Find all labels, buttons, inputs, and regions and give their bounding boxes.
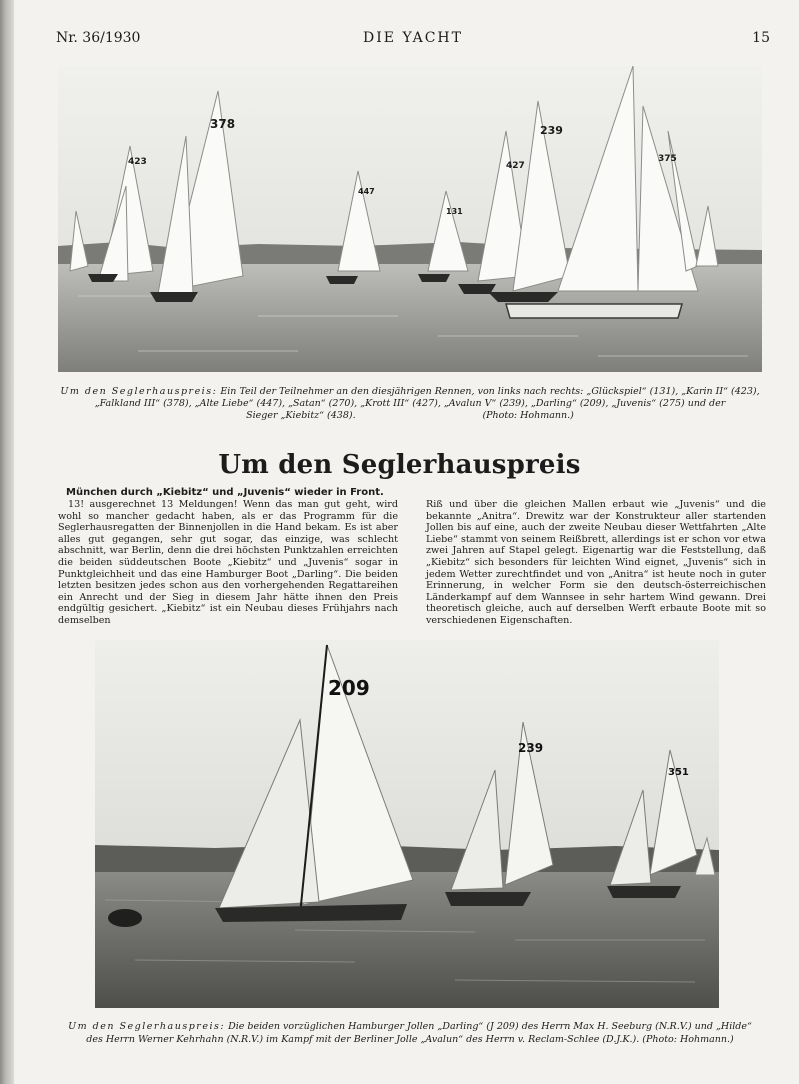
sail-number: 209 [328,676,370,700]
article-subtitle: München durch „Kiebitz“ und „Juvenis“ wieder in Front. [66,487,384,498]
sail-number: 239 [518,741,544,755]
magazine-title: DIE YACHT [363,30,463,46]
top-photo-caption [60,386,760,422]
article-title: Um den Seglerhauspreis [218,450,581,480]
sail-number: 423 [128,157,147,167]
article-column-2 [426,499,766,627]
caption-text: Die beiden vorzüglichen Hamburger Jollen „Darling“ (J 209) des Herrn Max H. Seeburg (N.R.V.) und „Hilde“ des Herrn Werner Kehrhahn (N.R.V.) im Kampf mit der Berliner Jolle „Avalun“ des Herrn v. Reclam-Schlee (D.J.K.). (Photo: Hohmann.) [86,1021,752,1045]
binding-spine [0,0,14,1084]
page-header [56,30,770,50]
caption-line: „Falkland III“ (378), „Alte Liebe“ (447), „Satan“ (270), „Krott III“ (427), „Avalun V“ (239), „Darling“ (209), „Juvenis“ (275) und der [94,398,726,409]
paragraph: 13! ausgerechnet 13 Meldungen! Wenn das man gut geht, wird wohl so mancher gedacht haben, als er das Programm für die Seglerhausregatten der Binnenjollen in die Hand bekam. Es ist aber alles gut gegangen, sehr gut sogar, das einzige, was schlecht abschnitt, war Berlin, denn die drei höchsten Punktzahlen erreichten die beiden süddeutschen Boote „Kiebitz“ und „Juvenis“ sogar in Punktgleichheit und das eine Hamburger Boot „Darling“. Die beiden letzten besitzen jedes schon aus den vorhergehenden Regattareihen ein Anrecht und der Sieg in diesem Jahr hätte ihnen den Preis endgültig gesichert. „Kiebitz“ ist ein Neubau dieses Frühjahrs nach demselben [58,499,398,626]
page-number: 15 [752,30,770,46]
sail-number: 447 [358,187,375,196]
sail-number: 427 [506,161,525,171]
photo-credit: (Photo: Hohmann.) [482,410,574,421]
issue-number: Nr. 36/1930 [56,30,141,46]
caption-lead: Um den Seglerhauspreis: [68,1021,226,1032]
regatta-photo-bottom [95,640,719,1008]
sail-number: 131 [446,207,463,216]
caption-line: Sieger „Kiebitz“ (438). [246,410,356,421]
article-column-1 [58,499,398,627]
bottom-photo-caption [60,1020,760,1046]
sail-number: 378 [210,117,236,131]
sail-number: 375 [658,154,677,164]
paragraph: Riß und über die gleichen Mallen erbaut wie „Juvenis“ und die bekannte „Anitra“. Drewitz war der Konstrukteur aller startenden Jollen bis auf eine, auch der zweite Neubau dieser Wettfahrten „Alte Liebe“ stammt von seinem Reißbrett, allerdings ist er schon vor etwa zwei Jahren auf Stapel gelegt. Eigenartig war die Feststellung, daß „Kiebitz“ sich besonders für leichten Wind eignet, „Juvenis“ sich in jedem Wetter zurechtfindet und von „Anitra“ ist heute noch in guter Erinnerung, in welcher Form sie den deutsch-österreichischen Länderkampf auf dem Wannsee in sehr hartem Wind gewann. Drei theoretisch gleiche, auch auf derselben Werft erbaute Boote mit so verschiedenen Eigenschaften. [426,499,766,626]
sail-number: 239 [540,124,563,137]
caption-lead: Um den Seglerhauspreis: [60,386,218,397]
regatta-photo-top [58,66,762,372]
caption-line: Ein Teil der Teilnehmer an den diesjährigen Rennen, von links nach rechts: „Glückspiel“ (131), „Karin II“ (423), [217,386,760,397]
sail-number: 351 [668,767,689,778]
